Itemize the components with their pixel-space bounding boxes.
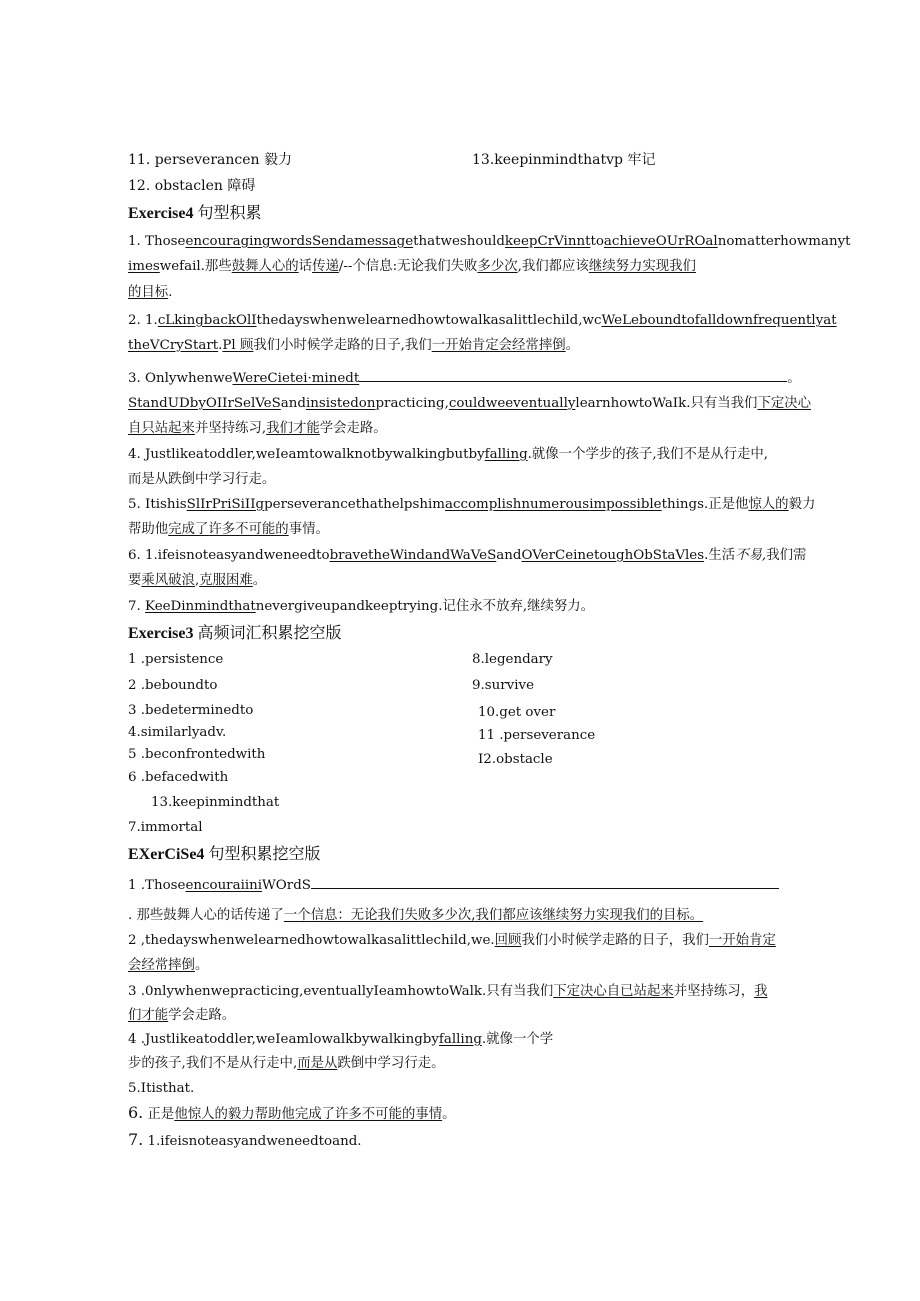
underlined-answer: Sendamessage: [312, 234, 414, 249]
text: /--个信息:无论我们失败: [338, 259, 478, 274]
vocab-1: 1 .persistence: [128, 652, 224, 667]
vocab-6: 6 .befacedwith: [128, 770, 229, 785]
underlined-answer: encouraiini: [185, 878, 263, 893]
text: 我们小时候学走路的日子,我们: [253, 338, 432, 353]
underlined-answer: Pl 顾: [222, 338, 254, 353]
sentence-4-line-1: [128, 446, 768, 464]
underlined-answer: SlIrPriSiIIg: [186, 497, 265, 512]
underlined-answer: encouragingwords: [185, 234, 312, 249]
sentence-7: [128, 598, 594, 616]
text: 。: [194, 958, 209, 973]
text: 帮助他: [128, 522, 169, 537]
vocab-9: 9.survive: [472, 678, 535, 693]
vocab-10: 10.get over: [478, 705, 556, 720]
text: 要: [128, 573, 142, 588]
sentence-1-line-2: [128, 258, 696, 276]
sentence-5-line-2: [128, 521, 329, 539]
blank-sentence-4-line-2: [128, 1055, 445, 1073]
fill-blank: [359, 369, 787, 382]
vocab-item-13: 13.keepinmindthatvp 牢记: [472, 152, 656, 168]
underlined-answer: 回顾: [494, 933, 522, 948]
vocab-5: 5 .beconfrontedwith: [128, 747, 266, 762]
heading-label: EXerCiSe4: [128, 846, 205, 863]
text: 3. Onlywhenwe: [128, 371, 233, 386]
underlined-answer: 下定决心自已站起来: [553, 984, 674, 999]
text: wefail.那些: [159, 259, 232, 274]
item-number: 7.: [128, 1130, 144, 1149]
underlined-answer: achieveOUrROal: [603, 234, 718, 249]
heading-label: Exercise4: [128, 205, 194, 222]
text: 步的孩子,我们不是从行走中,: [128, 1056, 298, 1071]
text: nomatterhowmanyt: [717, 234, 851, 249]
sentence-5-line-1: [128, 496, 815, 514]
vocab-12: I2.obstacle: [478, 752, 553, 767]
blank-sentence-2-line-1: [128, 932, 776, 950]
sentence-6-line-2: [128, 572, 266, 590]
blank-sentence-1: [128, 876, 779, 895]
underlined-answer: 一开始肯定会经常摔倒: [431, 338, 566, 353]
vocab-item-12: 12. obstaclen 障碍: [128, 178, 256, 194]
underlined-answer: 的目标: [128, 285, 169, 300]
text: ,我们都应该: [517, 259, 589, 274]
blank-sentence-4-line-1: [128, 1031, 553, 1049]
underlined-answer: couldweeventually: [448, 396, 576, 411]
underlined-answer: impossible: [589, 497, 662, 512]
text: 4. Justlikeatoddler,weIeamtowalknotbywalkingbutby: [128, 447, 485, 462]
heading-label: Exercise3: [128, 625, 194, 642]
underlined-answer: 多少次: [477, 259, 518, 274]
underlined-answer: 会经常摔倒: [128, 958, 195, 973]
text: WOrdS: [262, 878, 311, 893]
blank-sentence-2-line-2: [128, 957, 208, 975]
sentence-3-line-2: [128, 395, 811, 413]
text: ,: [194, 573, 200, 588]
italic-text: 不易,: [735, 548, 767, 563]
text: 话: [298, 259, 313, 274]
exercise3-heading: [128, 625, 341, 643]
underlined-answer: 我们都应该继续努力实现我们的目标。: [475, 908, 704, 923]
sentence-2-line-1: [128, 312, 837, 330]
sentence-6-line-1: [128, 547, 806, 565]
text: thatweshould: [413, 234, 505, 249]
text: 1. Those: [128, 234, 186, 249]
text: to: [590, 234, 604, 249]
text: nevergiveupandkeeptrying.记住永不放弃,继续努力。: [255, 599, 595, 614]
underlined-answer: accomplishnumerous: [444, 497, 590, 512]
text: 毅力: [788, 497, 816, 512]
text: learnhowtoWaIk.只有当我们: [575, 396, 758, 411]
text: 而是从跌倒中学习行走。: [128, 472, 276, 487]
text: 我们需: [766, 548, 807, 563]
heading-cn: 句型积累挖空版: [208, 846, 321, 863]
vocab-8: 8.legendary: [472, 652, 553, 667]
heading-cn: 句型积累: [197, 205, 262, 222]
underlined-answer: 而是从: [297, 1056, 338, 1071]
blank-sentence-7: [128, 1131, 362, 1151]
text: 3 .0nlywhenwepracticing,eventuallyIeamhowtoWalk.只有当我们: [128, 984, 554, 999]
text: 5. Itishis: [128, 497, 187, 512]
text: 事情。: [288, 522, 329, 537]
underlined-answer: 我们才能: [266, 421, 320, 436]
text: and: [280, 396, 306, 411]
text: and: [496, 548, 522, 563]
text: 6. 1.ifeisnoteasyandweneedto: [128, 548, 330, 563]
text: things.正是他: [661, 497, 749, 512]
sentence-1-line-3: [128, 284, 172, 302]
text: 学会走路。: [319, 421, 387, 436]
underlined-answer: 惊人的: [748, 497, 789, 512]
underlined-answer: bravetheWindandWaVeS: [329, 548, 497, 563]
fill-blank: [311, 876, 779, 889]
underlined-answer: imes: [128, 259, 160, 274]
underlined-answer: insistedon: [305, 396, 376, 411]
text: .就像一个学步的孩子,我们不是从行走中,: [527, 447, 769, 462]
vocab-2: 2 .beboundto: [128, 678, 218, 693]
underlined-answer: 乘风破浪: [141, 573, 195, 588]
text: 7.: [128, 599, 146, 614]
text: 4 .Justlikeatoddler,weIeamlowalkbywalkingby: [128, 1032, 439, 1047]
underlined-answer: theVCryStart: [128, 338, 219, 353]
sentence-3-line-1: [128, 369, 801, 388]
vocab-13: 13.keepinmindthat: [151, 795, 280, 810]
vocab-11: 11 .perseverance: [478, 728, 596, 743]
text: 1.ifeisnoteasyandweneedtoand.: [143, 1134, 362, 1149]
sentence-2-line-2: [128, 337, 579, 355]
text: 2 ,thedayswhenwelearnedhowtowalkasalittlechild,we.: [128, 933, 495, 948]
blank-sentence-3-line-1: [128, 983, 767, 1001]
text: 学会走路。: [168, 1008, 236, 1023]
vocab-7: 7.immortal: [128, 820, 203, 835]
underlined-answer: 们才能: [128, 1008, 169, 1023]
text: 。: [787, 371, 801, 386]
text: .就像一个学: [481, 1032, 554, 1047]
text: .: [218, 338, 223, 353]
blank-sentence-3-line-2: [128, 1007, 235, 1025]
underlined-answer: 下定决心: [757, 396, 811, 411]
blank-sentence-1-translation: [128, 907, 703, 925]
sentence-3-line-3: [128, 420, 387, 438]
underlined-answer: 完成了: [168, 522, 209, 537]
text: 。: [442, 1107, 456, 1122]
underlined-answer: keepCrVinnt: [504, 234, 591, 249]
text: 。: [252, 573, 267, 588]
heading-cn: 高频词汇积累挖空版: [197, 625, 342, 642]
item-number: 6.: [128, 1103, 144, 1122]
underlined-answer: 继续努力实现我们: [588, 259, 696, 274]
underlined-answer: KeeDinmindthat: [145, 599, 256, 614]
text: practicing,: [375, 396, 449, 411]
underlined-answer: WeLeboundtofalldownfrequentlyat: [601, 313, 837, 328]
vocab-4: 4.similarlyadv.: [128, 725, 227, 740]
blank-sentence-6: [128, 1104, 456, 1124]
underlined-answer: 他惊人的毅力帮助他完成了许多不可能的事情: [174, 1107, 443, 1122]
text: thedayswhenwelearnedhowtowalkasalittlechild,wc: [256, 313, 602, 328]
sentence-4-line-2: [128, 471, 275, 489]
text: 1 .Those: [128, 878, 186, 893]
exercise4-blank-heading: [128, 846, 320, 864]
text: .生活: [704, 548, 736, 563]
text: 正是: [143, 1107, 175, 1122]
underlined-answer: 我: [754, 984, 768, 999]
text: 并坚持练习，: [673, 984, 755, 999]
exercise4-heading: [128, 205, 261, 223]
text: .: [168, 285, 173, 300]
vocab-3: 3 .bedeterminedto: [128, 703, 254, 718]
underlined-answer: falling: [484, 447, 528, 462]
underlined-answer: 一个信息：无论我们失败多少次,: [283, 908, 476, 923]
text: perseverancethathelpshim: [264, 497, 445, 512]
underlined-answer: OVerCeinetoughObStaVles: [521, 548, 705, 563]
blank-sentence-5: 5.Itisthat.: [128, 1081, 195, 1096]
underlined-answer: 鼓舞人心的: [231, 259, 299, 274]
text: 。: [565, 338, 579, 353]
underlined-answer: WereCietei·minedt: [232, 371, 360, 386]
underlined-answer: StandUDbyOIIrSelVeS: [128, 396, 281, 411]
underlined-answer: 许多不可能的: [208, 522, 289, 537]
underlined-answer: 传递: [312, 259, 339, 274]
underlined-answer: 克服困难: [199, 573, 253, 588]
text: 并坚持练习,: [194, 421, 267, 436]
sentence-1-line-1: [128, 233, 851, 251]
underlined-answer: 一开始肯定: [708, 933, 776, 948]
underlined-answer: cLkingbackOlI: [157, 313, 257, 328]
text: 2. 1.: [128, 313, 158, 328]
text: 跌倒中学习行走。: [337, 1056, 445, 1071]
text: . 那些鼓舞人心的话传递了: [128, 908, 284, 923]
underlined-answer: 自只站起来: [128, 421, 195, 436]
vocab-item-11: 11. perseverancen 毅力: [128, 152, 292, 168]
text: 我们小时候学走路的日子，我们: [521, 933, 709, 948]
underlined-answer: falling: [438, 1032, 482, 1047]
